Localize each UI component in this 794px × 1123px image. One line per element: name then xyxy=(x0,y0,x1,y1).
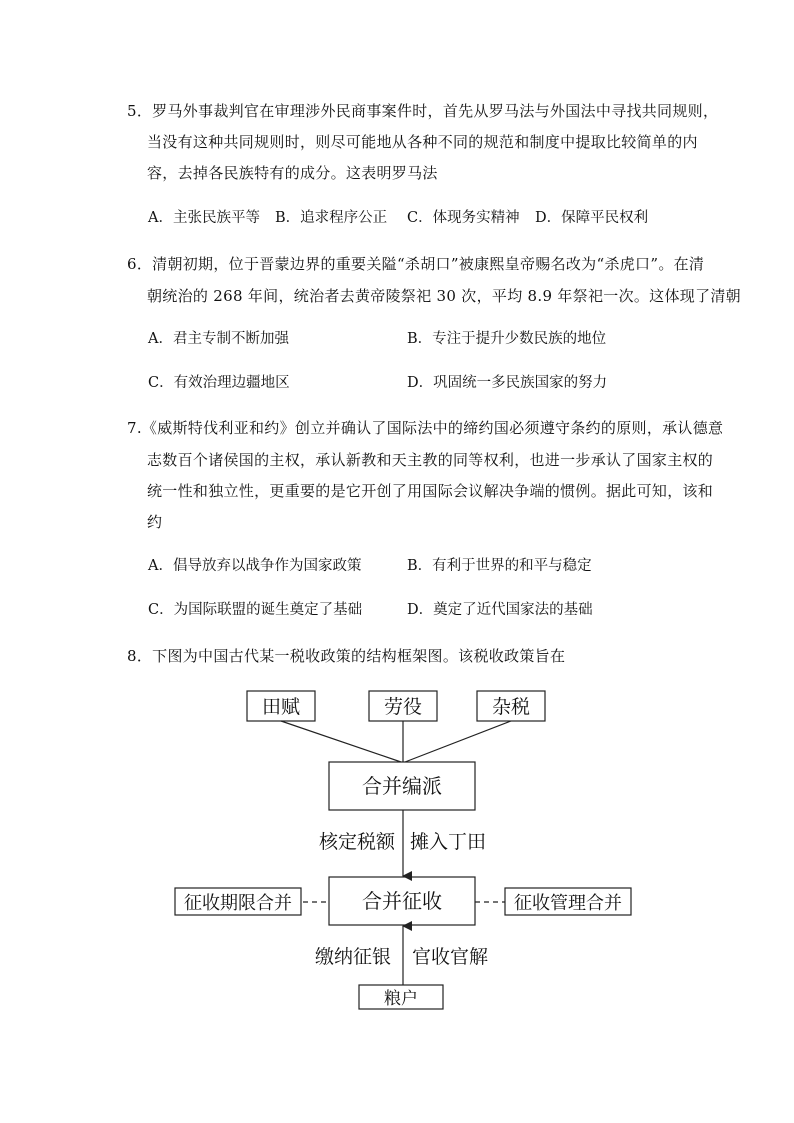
q5-line-2: 当没有这种共同规则时，则尽可能地从各种不同的规范和制度中提取比较简单的内 xyxy=(147,133,698,151)
q5-option-b: B．追求程序公正 xyxy=(275,210,388,226)
q7-line-3: 统一性和独立性，更重要的是它开创了用国际会议解决争端的惯例。据此可知，该和 xyxy=(147,482,714,500)
text-tianfu: 田赋 xyxy=(261,696,301,718)
q7-option-c: C．为国际联盟的诞生奠定了基础 xyxy=(148,602,363,618)
q8-line-1: 8．下图为中国古代某一税收政策的结构框架图。该税收政策旨在 xyxy=(127,647,566,665)
text-laoyi: 劳役 xyxy=(383,696,423,718)
q5-option-c: C．体现务实精神 xyxy=(407,210,520,226)
q6-line-1: 6．清朝初期，位于晋蒙边界的重要关隘“杀胡口”被康熙皇帝赐名改为“杀虎口”。在清 xyxy=(127,255,705,273)
text-bottom-right: 官收官解 xyxy=(411,946,489,968)
text-merge: 合并编派 xyxy=(362,774,442,798)
q5-line-3: 容，去掉各民族特有的成分。这表明罗马法 xyxy=(147,164,438,182)
q6-option-b: B．专注于提升少数民族的地位 xyxy=(407,331,607,347)
line-tianfu xyxy=(281,721,401,762)
q5-line-1: 5．罗马外事裁判官在审理涉外民商事案件时，首先从罗马法与外国法中寻找共同规则， xyxy=(127,102,719,120)
text-bottom: 粮户 xyxy=(384,989,418,1009)
line-zashui xyxy=(405,721,511,762)
q7-option-b: B．有利于世界的和平与稳定 xyxy=(407,558,592,574)
q6-option-a: A．君主专制不断加强 xyxy=(148,331,289,347)
q7-option-d: D．奠定了近代国家法的基础 xyxy=(407,602,593,618)
q7-line-1: 7.《威斯特伐利亚和约》创立并确认了国际法中的缔约国必须遵守条约的原则，承认德意 xyxy=(127,419,724,437)
text-side-left: 征收期限合并 xyxy=(184,893,292,914)
text-arrow-left: 核定税额 xyxy=(318,831,396,853)
q6-option-c: C．有效治理边疆地区 xyxy=(148,375,290,391)
text-center: 合并征收 xyxy=(362,889,442,913)
q7-line-2: 志数百个诸侯国的主权，承认新教和天主教的同等权利，也进一步承认了国家主权的 xyxy=(147,451,714,469)
q7-option-a: A．倡导放弃以战争作为国家政策 xyxy=(148,558,362,574)
q6-option-d: D．巩固统一多民族国家的努力 xyxy=(407,375,608,391)
q5-option-a: A．主张民族平等 xyxy=(148,210,260,226)
q6-line-2: 朝统治的 268 年间，统治者去黄帝陵祭祀 30 次，平均 8.9 年祭祀一次。这体现了清朝 xyxy=(147,287,741,305)
q7-line-4: 约 xyxy=(147,513,163,531)
text-zashui: 杂税 xyxy=(491,696,531,718)
text-arrow-right: 摊入丁田 xyxy=(409,831,487,853)
q5-option-d: D．保障平民权利 xyxy=(535,210,649,226)
text-side-right: 征收管理合并 xyxy=(514,893,622,914)
text-bottom-left: 缴纳征银 xyxy=(314,946,392,968)
